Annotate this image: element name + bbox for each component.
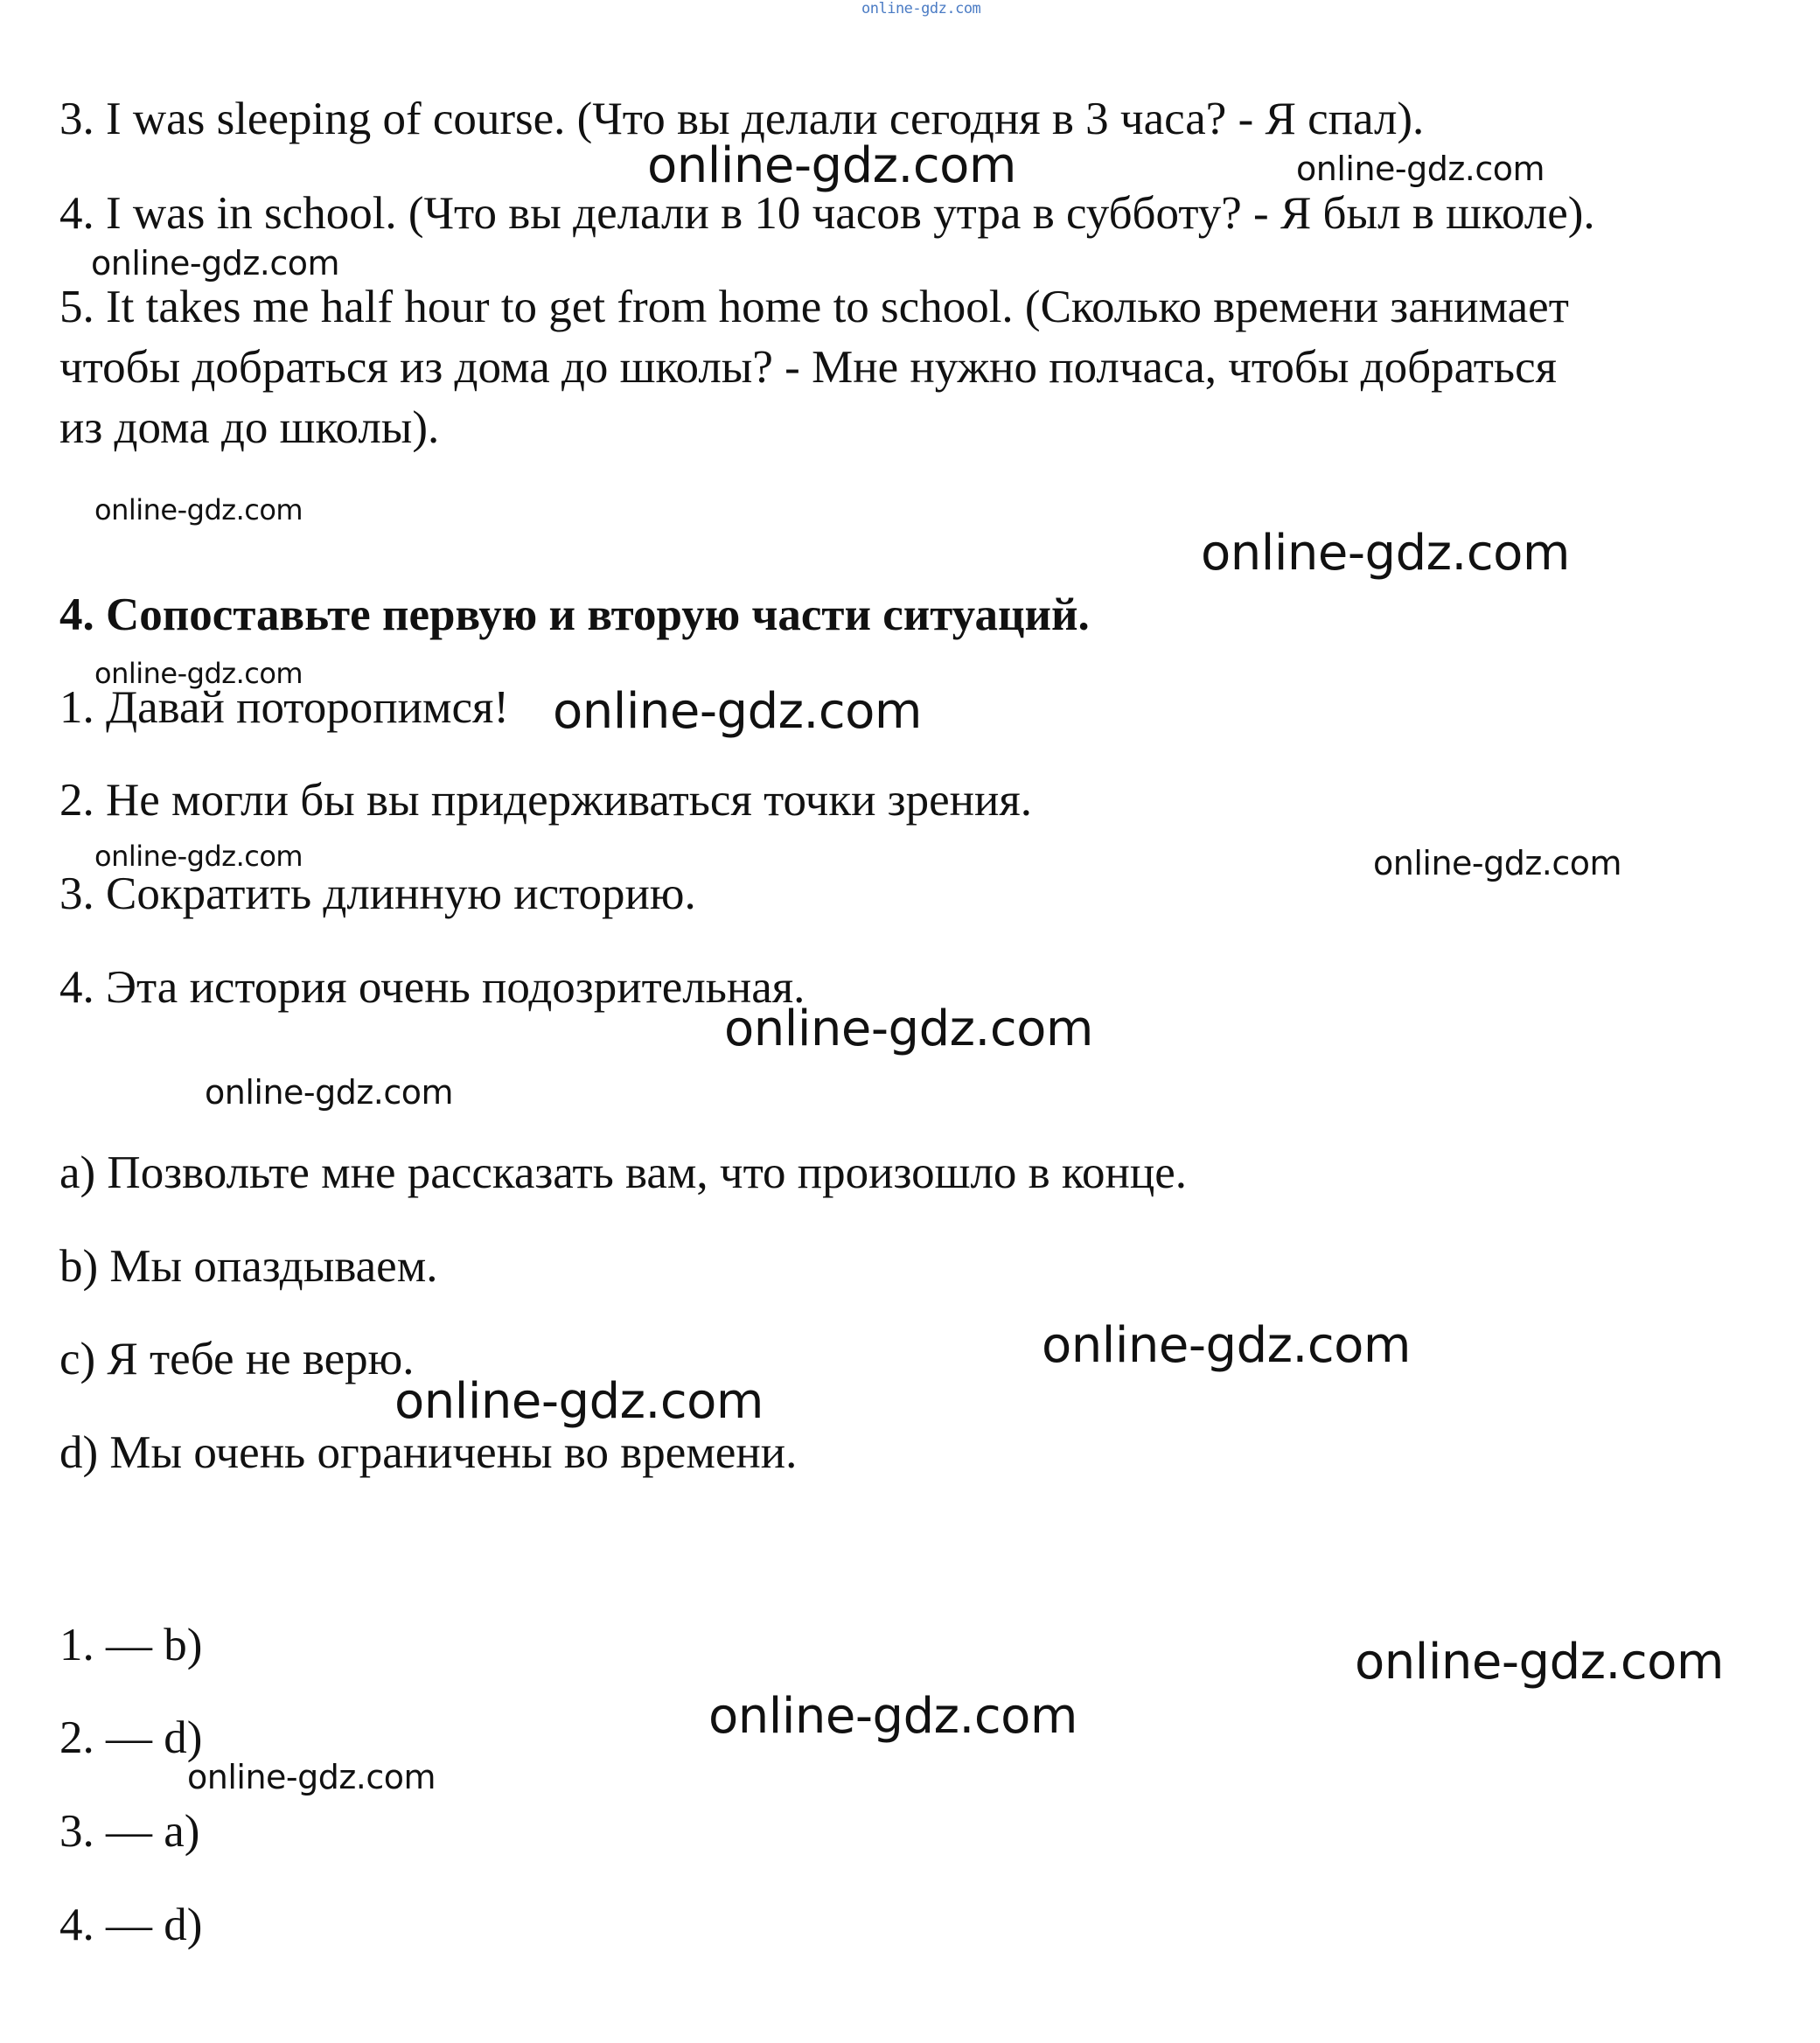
watermark: online-gdz.com — [1296, 150, 1545, 188]
watermark: online-gdz.com — [394, 1373, 764, 1430]
answer-item: 3. — a) — [59, 1806, 200, 1857]
answer-item: 1. — b) — [59, 1620, 203, 1670]
answer-line-5-cont: чтобы добраться из дома до школы? - Мне нужно полчаса, чтобы добраться — [59, 342, 1557, 393]
watermark: online-gdz.com — [553, 683, 922, 740]
watermark: online-gdz.com — [724, 1001, 1093, 1057]
task-heading: 4. Сопоставьте первую и вторую части ситуаций. — [59, 589, 1090, 640]
watermark: online-gdz.com — [94, 840, 303, 873]
situation-item: 3. Сократить длинную историю. — [59, 868, 696, 919]
answer-line-5: 5. It takes me half hour to get from home to school. (Сколько времени занимает — [59, 282, 1569, 332]
watermark: online-gdz.com — [1042, 1317, 1411, 1374]
situation-item: 1. Давай поторопимся! — [59, 682, 510, 733]
response-item: d) Мы очень ограничены во времени. — [59, 1427, 798, 1478]
answer-item: 2. — d) — [59, 1712, 203, 1763]
situation-item: 2. Не могли бы вы придерживаться точки зрения. — [59, 775, 1032, 826]
watermark: online-gdz.com — [708, 1688, 1077, 1745]
watermark: online-gdz.com — [187, 1758, 436, 1796]
response-item: a) Позвольте мне рассказать вам, что произошло в конце. — [59, 1147, 1187, 1198]
watermark: online-gdz.com — [94, 657, 303, 690]
response-item: c) Я тебе не верю. — [59, 1334, 415, 1384]
top-watermark: online-gdz.com — [861, 0, 981, 17]
answer-line-3: 3. I was sleeping of course. (Что вы делали сегодня в 3 часа? - Я спал). — [59, 94, 1425, 144]
answer-line-4: 4. I was in school. (Что вы делали в 10 часов утра в субботу? - Я был в школе). — [59, 188, 1595, 239]
watermark: online-gdz.com — [91, 244, 340, 282]
watermark: online-gdz.com — [205, 1073, 454, 1112]
situation-item: 4. Эта история очень подозрительная. — [59, 962, 805, 1013]
answer-line-5-end: из дома до школы). — [59, 402, 440, 453]
watermark: online-gdz.com — [1201, 525, 1570, 582]
answer-item: 4. — d) — [59, 1900, 203, 1950]
response-item: b) Мы опаздываем. — [59, 1241, 438, 1292]
watermark: online-gdz.com — [647, 137, 1016, 194]
watermark: online-gdz.com — [1355, 1634, 1724, 1691]
watermark: online-gdz.com — [94, 493, 303, 526]
watermark: online-gdz.com — [1373, 844, 1622, 882]
